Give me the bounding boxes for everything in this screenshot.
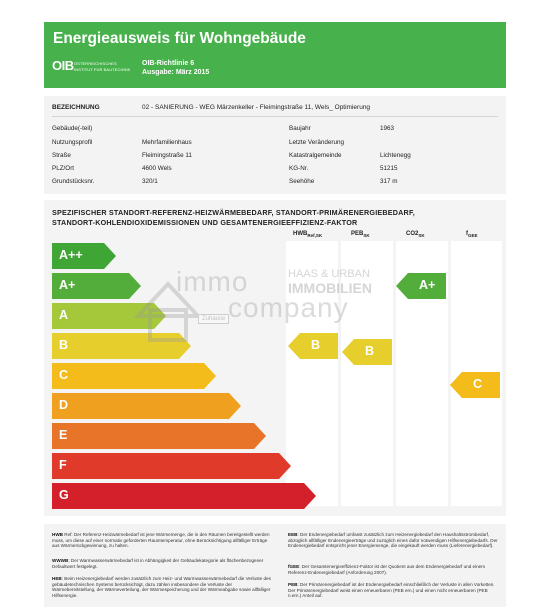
info-divider (52, 116, 498, 117)
column-header-hwb: $HWB_{Ref,SK}$ (293, 231, 323, 239)
rating-marker-label: A+ (419, 278, 436, 292)
info-label: Letzte Veränderung (289, 139, 344, 146)
info-value: 4600 Wels (142, 165, 172, 172)
watermark-brand2: company (228, 292, 349, 323)
definitions-panel (44, 524, 506, 607)
info-value: Fleimingstraße 11 (142, 152, 192, 159)
rating-marker-label: C (473, 377, 483, 391)
guideline-label: OIB-Richtlinie 6 (142, 60, 195, 67)
info-label: KG-Nr. (289, 165, 309, 172)
energy-class-bar (52, 363, 216, 389)
watermark-brand1: immo (176, 266, 249, 297)
oib-logo-line2: INSTITUT FÜR BAUTECHNIK (74, 67, 131, 72)
note-hwb: HWB Ref: Der Referenz-Heizwärmebedarf ist jene Wärmemenge, die in den Räumen bereitgestellt werden muss, um diese auf einer normativ geforderten Raumtemperatur, ohne Berücksichtigung allfälliger Erträge aus Wärmerückgewinnung, zu halten. (52, 532, 270, 549)
rating-marker-fgee (450, 372, 500, 398)
info-label: Nutzungsprofil (52, 139, 93, 146)
rating-marker-label: B (311, 338, 321, 352)
info-value: Lichtenegg (380, 152, 411, 159)
scale-title-line2: STANDORT-KOHLENDIOXIDEMISSIONEN UND GESAMTENERGIEEFFIZIENZ-FAKTOR (52, 218, 358, 227)
header-banner (44, 22, 506, 88)
bezeichnung-row (52, 104, 371, 111)
info-label: PLZ/Ort (52, 165, 75, 172)
note-heb: HEB: Beim Heizenergiebedarf werden zusätzlich zum Heiz- und Warmwasserwärmebedarf die Verluste des gebäudetechnischen Systems berücksichtigt, dazu zählen insbesondere die Verluste der Wärmebereitstellung, der Wärmeverteilung, der Wärmespeicherung und der Wärmeabgabe sowie allfälliger Hilfsenergie. (52, 576, 271, 598)
info-value: 317 m (380, 178, 398, 185)
bezeichnung-label: BEZEICHNUNG (52, 104, 100, 111)
info-label: Gebäude(-teil) (52, 125, 93, 132)
column-header-fgee: $f_{GEE}$ (466, 231, 478, 239)
watermark (128, 266, 408, 346)
energy-class-label: A+ (59, 278, 76, 292)
info-value: 1963 (380, 125, 395, 132)
energy-class-label: E (59, 428, 68, 442)
energy-scale-panel (44, 200, 506, 516)
bezeichnung-value: 02 - SANIERUNG - WEG Märzenkeller - Fleimingstraße 11, Wels_ Optimierung (142, 104, 371, 111)
oib-logo-line1: ÖSTERREICHISCHES (74, 61, 117, 66)
energy-class-label: C (59, 368, 69, 382)
scale-title-line1: SPEZIFISCHER STANDORT-REFERENZ-HEIZWÄRMEBEDARF, STANDORT-PRIMÄRENERGIEBEDARF, (52, 208, 415, 217)
note-wwwb: WWWB: Der Warmwasserwärmebedarf ist in Abhängigkeit der Gebäudekategorie als flächenbezogener Defaultwert festgelegt. (52, 558, 264, 569)
info-value: Mehrfamilienhaus (142, 139, 192, 146)
column-header-peb: $PEB_{SK}$ (351, 231, 370, 239)
energy-class-label: F (59, 458, 67, 472)
energy-class-bar (52, 453, 291, 479)
oib-logo (52, 58, 132, 80)
note-peb: PEB: Der Primärenergiebedarf ist der Endenergiebedarf einschließlich der Verluste in allen Vorketten. Der Primärenergiebedarf weist einen erneuerbaren (PEB ern.) und einen nicht erneuerbaren (PEB n.ern.) Anteil auf. (288, 582, 495, 599)
energy-class-label: A (59, 308, 69, 322)
info-label: Straße (52, 152, 71, 159)
info-value: 51215 (380, 165, 398, 172)
watermark-brand4: IMMOBILIEN (288, 280, 372, 296)
building-info-panel (44, 96, 506, 194)
energy-class-bar (52, 423, 266, 449)
oib-logo-text: OIB (52, 58, 74, 73)
energy-class-label: B (59, 338, 69, 352)
info-label: Grundstücksnr. (52, 178, 95, 185)
energy-class-bar (52, 243, 116, 269)
info-label: Seehöhe (289, 178, 315, 185)
note-fgee: fGEE: Der Gesamtenergieeffizienz-Faktor ist der Quotient aus dem Endenergiebedarf und einem Referenz-Endenergiebedarf (Anforderung 2007). (288, 564, 486, 575)
page-title: Energieausweis für Wohngebäude (53, 30, 306, 47)
energy-class-label: G (59, 488, 69, 502)
energy-class-bar (52, 483, 316, 509)
watermark-brand3: HAAS & URBAN (288, 268, 370, 280)
info-label: Katastralgemeinde (289, 152, 342, 159)
info-label: Baujahr (289, 125, 311, 132)
edition-label: Ausgabe: März 2015 (142, 69, 210, 76)
note-eeb: EEB: Der Endenergiebedarf umfasst zusätzlich zum Heizenergiebedarf den Haushaltsstrombedarf, abzüglich allfälliger Endenergieerträge und zuzüglich eines dafür notwendigen Hilfsenergiebedarfs. Der Endenergiebedarf entspricht jener Energiemenge, die eingekauft werden muss (Lieferenergiebedarf). (288, 532, 498, 549)
rating-marker-label: B (365, 344, 375, 358)
energy-class-bar (52, 393, 241, 419)
watermark-tag: Zuhause (198, 314, 229, 324)
info-value: 320/1 (142, 178, 158, 185)
column-header-co2: $CO2_{SK}$ (406, 231, 425, 239)
energy-class-label: D (59, 398, 69, 412)
energy-class-label: A++ (59, 248, 83, 262)
